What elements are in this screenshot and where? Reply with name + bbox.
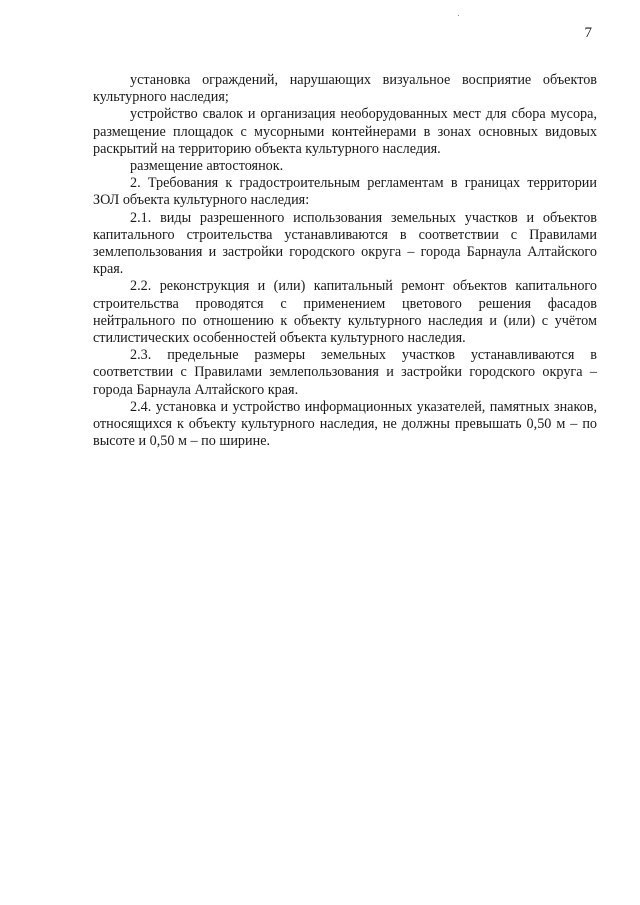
document-body	[93, 72, 597, 450]
page-number: 7	[584, 25, 592, 41]
paragraph-2-1: 2.1. виды разрешенного использования земельных участков и объектов капитального строительства устанавливаются в соответствии с Правилами землепользования и застройки городского округа – города Барнаула Алтайского края.	[93, 209, 597, 278]
scan-speck	[458, 15, 459, 16]
paragraph-parking: размещение автостоянок.	[130, 158, 284, 175]
paragraph-section-2: 2. Требования к градостроительным регламентам в границах территории ЗОЛ объекта культурного наследия:	[93, 175, 597, 209]
paragraph-2-3: 2.3. предельные размеры земельных участков устанавливаются в соответствии с Правилами землепользования и застройки городского округа – города Барнаула Алтайского края.	[93, 347, 597, 398]
paragraph-2-2: 2.2. реконструкция и (или) капитальный ремонт объектов капитального строительства проводятся с применением цветового решения фасадов нейтрального по отношению к объекту культурного наследия и (или) с учётом стилистических особенностей объекта культурного наследия.	[93, 278, 597, 347]
paragraph-fences: установка ограждений, нарушающих визуальное восприятие объектов культурного наследия;	[93, 72, 597, 106]
paragraph-2-4: 2.4. установка и устройство информационных указателей, памятных знаков, относящихся к объекту культурного наследия, не должны превышать 0,50 м – по высоте и 0,50 м – по ширине.	[93, 398, 597, 450]
paragraph-dumps: устройство свалок и организация необорудованных мест для сбора мусора, размещение площадок с мусорными контейнерами в зонах основных видовых раскрытий на территорию объекта культурного наследия.	[93, 106, 597, 157]
